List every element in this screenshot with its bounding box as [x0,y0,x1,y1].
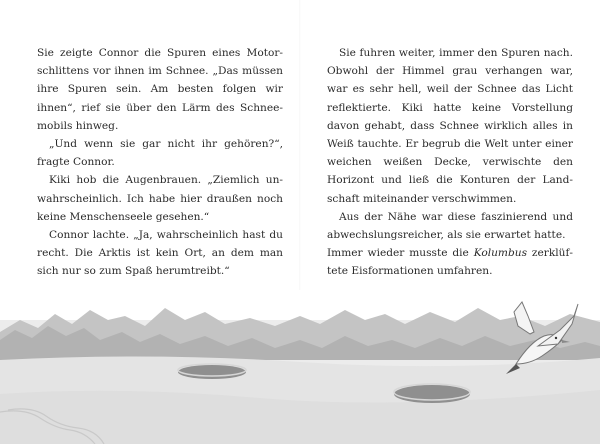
right-page-text [327,44,573,281]
paragraph: Connor lachte. „Ja, wahrscheinlich hast du recht. Die Arktis ist kein Ort, an dem man sich nur so zum Spaß herumtreibt.“ [37,229,283,278]
paragraph: Sie zeigte Connor die Spuren eines Motorschlittens vor ihnen im Schnee. „Das müssen ihre Spuren sein. Am besten folgen wir ihnen“, rief sie über den Lärm des Schneemobils hinweg. [37,47,283,132]
left-page-text [37,44,283,281]
paragraph: Sie fuhren weiter, immer den Spuren nach. Obwohl der Himmel grau verhangen war, war es sehr hell, weil der Schnee das Licht reflektierte. Kiki hatte keine Vorstellung davon gehabt, dass Schnee wirklich alles in Weiß tauchte. Er begrub die Welt unter einer weichen weißen Decke, verwischte den Horizont und ließ die Konturen der Landschaft miteinander verschwimmen. [327,47,573,205]
paragraph: Aus der Nähe war diese faszinierend und abwechslungsreicher, als sie erwartet hatte. [327,210,573,242]
paragraph: Kiki hob die Augenbrauen. „Ziemlich unwahrscheinlich. Ich habe hier draußen noch keine Menschenseele gesehen.“ [37,174,283,223]
page-gutter [299,0,301,290]
ship-name: Kolumbus [473,247,528,260]
paragraph-text: zerklüftete Eisformationen umfahren. [327,247,573,278]
paragraph-text: Immer wieder musste die [327,247,474,260]
arctic-landscape-illustration [0,290,600,444]
ice-hole [178,365,246,379]
paragraph [327,244,573,280]
seagull-eye [555,337,557,339]
paragraph: „Und wenn sie gar nicht ihr gehören?“, fragte Connor. [37,138,283,169]
